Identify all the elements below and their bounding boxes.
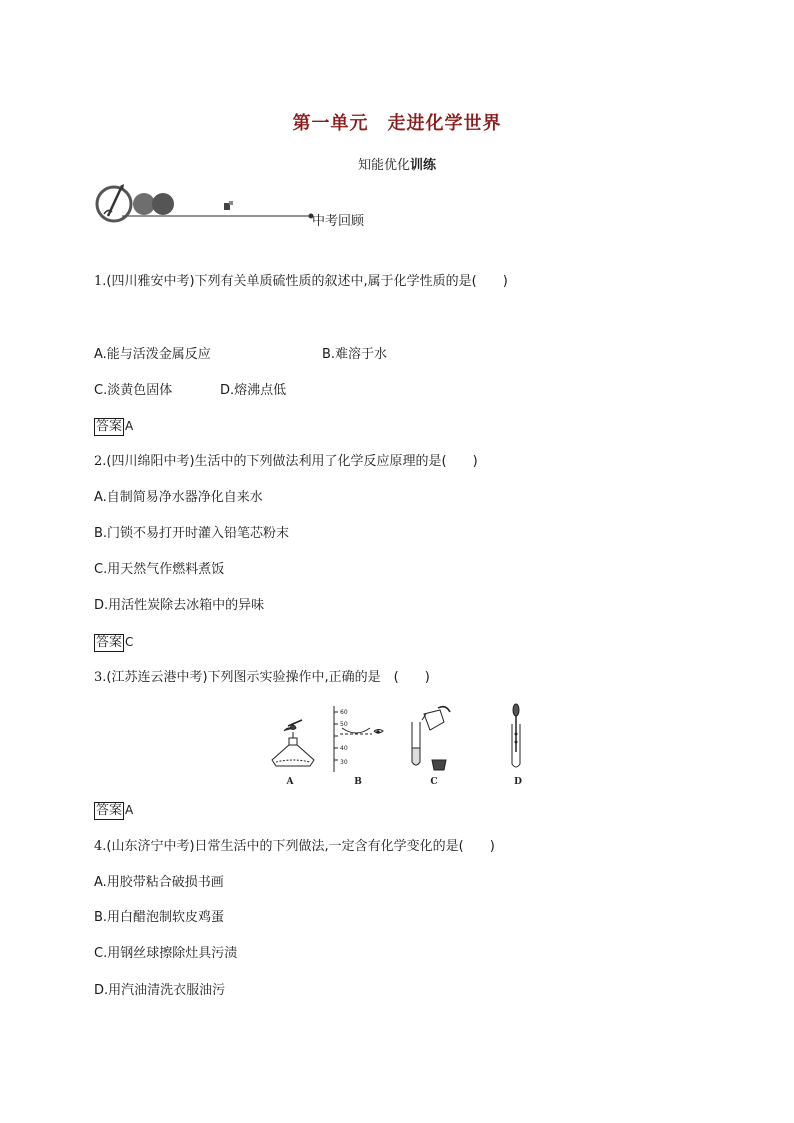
page-title: 第一单元 走进化学世界	[292, 113, 502, 134]
section-label: 中考回顾	[312, 214, 365, 229]
alcohol-lamp-figure	[272, 720, 314, 766]
answer-label: 答案	[96, 803, 123, 818]
answer-label: 答案	[96, 635, 123, 650]
question-text: (山东济宁中考)日常生活中的下列做法,一定含有化学变化的是( )	[106, 839, 495, 854]
answer-value: C	[125, 635, 134, 649]
subtitle-normal: 知能优化	[357, 158, 410, 173]
cylinder-tick-40: 40	[340, 745, 348, 752]
q1-option-a: A.能与活泼金属反应	[94, 347, 211, 362]
q1-option-b: B.难溶于水	[322, 347, 388, 362]
answer-value: A	[125, 419, 134, 433]
q2-option-a: A.自制简易净水器净化自来水	[94, 490, 263, 505]
question-number: 1.	[94, 274, 107, 289]
banner-dot-icon	[152, 193, 174, 215]
subtitle-bold: 训练	[410, 158, 437, 173]
question-3-stem	[94, 669, 430, 687]
q4-option-a: A.用胶带粘合破损书画	[94, 875, 224, 890]
question-number: 2.	[94, 454, 107, 469]
pouring-test-tube-figure	[412, 707, 450, 770]
figure-label-d: D	[514, 777, 522, 787]
question-number: 4.	[94, 839, 107, 854]
q1-option-d: D.熔沸点低	[220, 383, 287, 398]
question-text: (四川绵阳中考)生活中的下列做法利用了化学反应原理的是( )	[106, 454, 478, 469]
q4-option-b: B.用白醋泡制软皮鸡蛋	[94, 910, 225, 925]
q2-answer	[94, 633, 133, 652]
section-banner	[94, 180, 316, 232]
lab-operations-figure	[262, 700, 542, 790]
figure-label-a: A	[286, 777, 294, 787]
cylinder-tick-30: 30	[340, 759, 348, 766]
q3-answer	[94, 801, 133, 820]
q1-option-c: C.淡黄色固体	[94, 383, 173, 398]
question-4-stem	[94, 838, 495, 856]
page-subtitle	[0, 154, 794, 173]
dropper-test-tube-figure	[512, 704, 520, 767]
question-1-stem	[94, 273, 508, 291]
banner-dot-icon	[133, 193, 155, 215]
q4-option-c: C.用钢丝球擦除灶具污渍	[94, 946, 238, 961]
cylinder-tick-50: 50	[340, 721, 348, 728]
q2-option-b: B.门锁不易打开时灌入铅笔芯粉末	[94, 526, 290, 541]
figure-label-c: C	[430, 777, 438, 787]
answer-label: 答案	[96, 419, 123, 434]
q2-option-c: C.用天然气作燃料煮饭	[94, 562, 225, 577]
q1-answer	[94, 417, 133, 436]
question-number: 3.	[94, 670, 107, 685]
question-2-stem	[94, 453, 478, 471]
figure-label-b: B	[354, 777, 362, 787]
q2-option-d: D.用活性炭除去冰箱中的异味	[94, 598, 265, 613]
question-text: (江苏连云港中考)下列图示实验操作中,正确的是 ( )	[106, 670, 430, 685]
question-text: (四川雅安中考)下列有关单质硫性质的叙述中,属于化学性质的是( )	[106, 274, 508, 289]
cylinder-tick-60: 60	[340, 709, 348, 716]
answer-value: A	[125, 803, 134, 817]
banner-square-icon	[229, 201, 233, 205]
q4-option-d: D.用汽油清洗衣服油污	[94, 983, 226, 998]
